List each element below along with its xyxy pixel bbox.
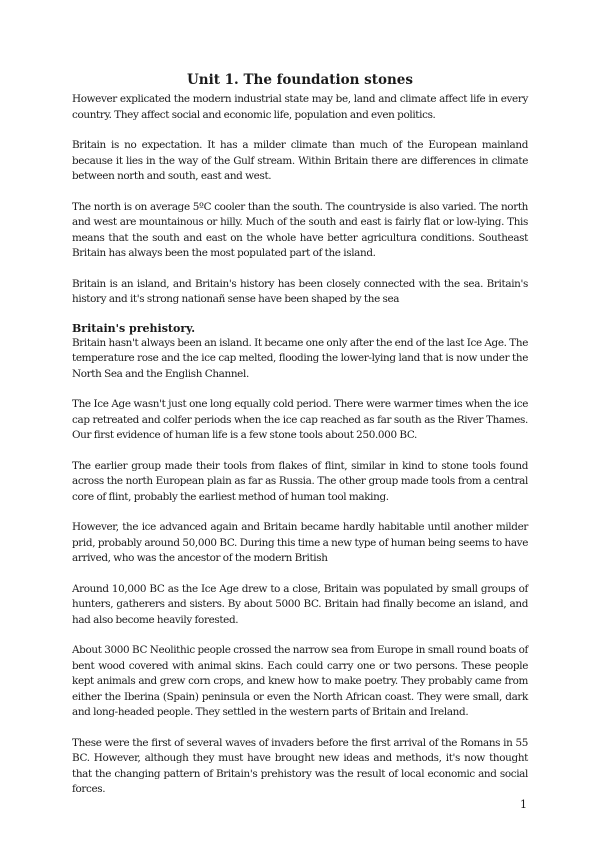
section-paragraph-4: However, the ice advanced again and Britain became hardly habitable until another milder prid, probably around 50,000 BC. During this time a new type of human being seems to have arrived, who was the ancestor of the modern British <box>72 521 528 564</box>
page-number: 1 <box>520 798 527 811</box>
intro-paragraph-2: Britain is no expectation. It has a milder climate than much of the European mainland because it lies in the way of the Gulf stream. Within Britain there are differences in climate between north and south, east and west. <box>72 139 528 182</box>
page-title: Unit 1. The foundation stones <box>187 72 413 88</box>
section-paragraph-2: The Ice Age wasn't just one long equally cold period. There were warmer times when the ice cap retreated and colfer periods when the ice cap reached as far south as the River Thames. Our first evidence of human life is a few stone tools about 250.000 BC. <box>72 398 528 441</box>
intro-paragraph-4: Britain is an island, and Britain's history has been closely connected with the sea. Britain's history and it's strong nationañ sense have been shaped by the sea <box>72 277 528 305</box>
section-paragraph-7: These were the first of several waves of invaders before the first arrival of the Romans in 55 BC. However, although they must have brought new ideas and methods, it's now thought that the changing pattern of Britain's prehistory was the result of local economic and social forces. <box>72 736 528 795</box>
document-page <box>72 72 528 813</box>
section-paragraph-3: The earlier group made their tools from flakes of flint, similar in kind to stone tools found across the north European plain as far as Russia. The other group made tools from a central core of flint, probably the earliest method of human tool making. <box>72 459 528 503</box>
section-heading: Britain's prehistory. <box>72 321 196 335</box>
intro-paragraph-1: However explicated the modern industrial state may be, land and climate affect life in every country. They affect social and economic life, population and even politics. <box>72 93 528 121</box>
intro-paragraph-3: The north is on average 5ºC cooler than the south. The countryside is also varied. The north and west are mountainous or hilly. Much of the south and east is fairly flat or low-lying. This means that the south and east on the whole have better agricultura conditions. Southeast Britain has always been the most populated part of the island. <box>72 200 528 259</box>
section-paragraph-6: About 3000 BC Neolithic people crossed the narrow sea from Europe in small round boats of bent wood covered with animal skins. Each could carry one or two persons. These people kept animals and grew corn crops, and knew how to make poetry. They probably came from either the Iberina (Spain) peninsula or even the North African coast. They were small, dark and long-headed people. They settled in the western parts of Britain and Ireland. <box>72 644 528 718</box>
section-paragraph-1: Britain hasn't always been an island. It became one only after the end of the last Ice Age. The temperature rose and the ice cap melted, flooding the lower-lying land that is now under the North Sea and the English Channel. <box>72 336 528 380</box>
section-paragraph-5: Around 10,000 BC as the Ice Age drew to a close, Britain was populated by small groups of hunters, gatherers and sisters. By about 5000 BC. Britain had finally become an island, and had also become heavily forested. <box>72 582 528 626</box>
